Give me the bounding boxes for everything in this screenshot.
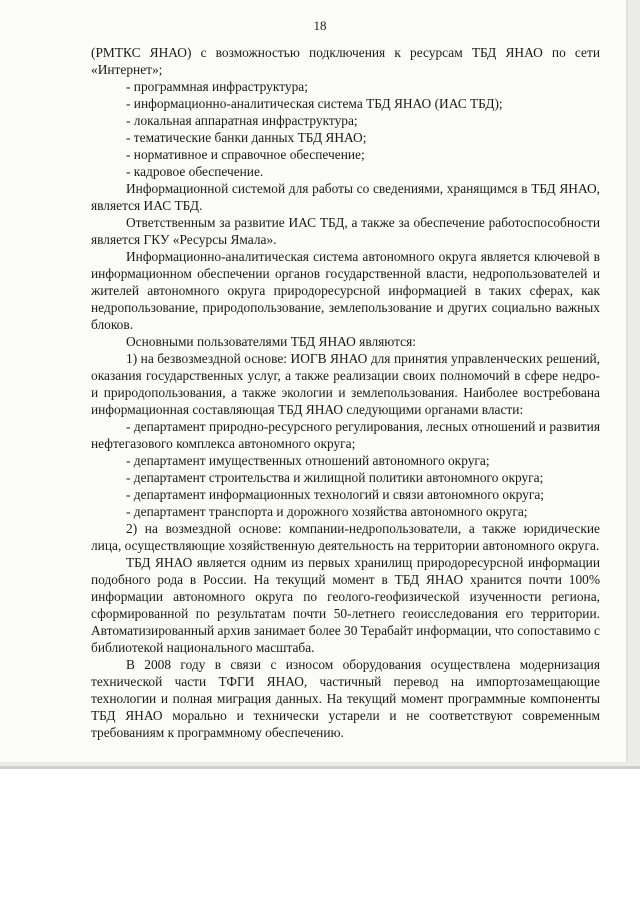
page-number: 18 [313, 18, 327, 33]
paragraph: (РМТКС ЯНАО) с возможностью подключения к ресурсам ТБД ЯНАО по сети «Интернет»; [91, 45, 600, 77]
paragraph: Информационной системой для работы со сведениями, хранящимся в ТБД ЯНАО, является ИАС ТБД. [91, 181, 600, 213]
list-item: - департамент имущественных отношений автономного округа; [126, 453, 490, 468]
list-item: - тематические банки данных ТБД ЯНАО; [126, 130, 367, 145]
list-item: - департамент транспорта и дорожного хозяйства автономного округа; [126, 504, 528, 519]
list-item: - департамент строительства и жилищной политики автономного округа; [126, 470, 544, 485]
document-body [91, 44, 600, 741]
list-item: - департамент информационных технологий и связи автономного округа; [126, 487, 544, 502]
paragraph: Информационно-аналитическая система автономного округа является ключевой в информационном обеспечении органов государственной власти, недропользователей и жителей автономного округа природоресурсной информацией в таких сферах, как недропользование, природопользование, землепользование и других социально важных блоков. [91, 249, 600, 332]
list-item: - департамент природно-ресурсного регулирования, лесных отношений и развития нефтегазового комплекса автономного округа; [91, 419, 600, 451]
list-item: - нормативное и справочное обеспечение; [126, 147, 365, 162]
paragraph: 2) на возмездной основе: компании-недропользователи, а также юридические лица, осуществляющие хозяйственную деятельность на территории автономного округа. [91, 521, 600, 553]
list-item: - кадровое обеспечение. [126, 164, 264, 179]
paragraph: В 2008 году в связи с износом оборудования осуществлена модернизация технической части ТФГИ ЯНАО, частичный перевод на импортозамещающие технологии и полная миграция данных. На текущий момент программные компоненты ТБД ЯНАО морально и технически устарели и не соответствуют современным требованиям к программному обеспечению. [91, 657, 600, 740]
paragraph: Основными пользователями ТБД ЯНАО являются: [126, 334, 416, 349]
paragraph: Ответственным за развитие ИАС ТБД, а также за обеспечение работоспособности является ГКУ «Ресурсы Ямала». [91, 215, 600, 247]
list-item: - информационно-аналитическая система ТБД ЯНАО (ИАС ТБД); [126, 96, 503, 111]
list-item: - локальная аппаратная инфраструктура; [126, 113, 358, 128]
list-item: - программная инфраструктура; [126, 79, 308, 94]
paragraph: ТБД ЯНАО является одним из первых хранилищ природоресурсной информации подобного рода в России. На текущий момент в ТБД ЯНАО хранится почти 100% информации автономного округа по геолого-геофизической изученности региона, сформированной по результатам почти 50-летнего геоисследования его территории. Автоматизированный архив занимает более 30 Терабайт информации, что сопоставимо с библиотекой национального масштаба. [91, 555, 600, 655]
paragraph: 1) на безвозмездной основе: ИОГВ ЯНАО для принятия управленческих решений, оказания государственных услуг, а также реализации своих полномочий в сфере недро- и природопользования, а также экологии и землепользования. Наиболее востребована информационная составляющая ТБД ЯНАО следующими органами власти: [91, 351, 600, 417]
